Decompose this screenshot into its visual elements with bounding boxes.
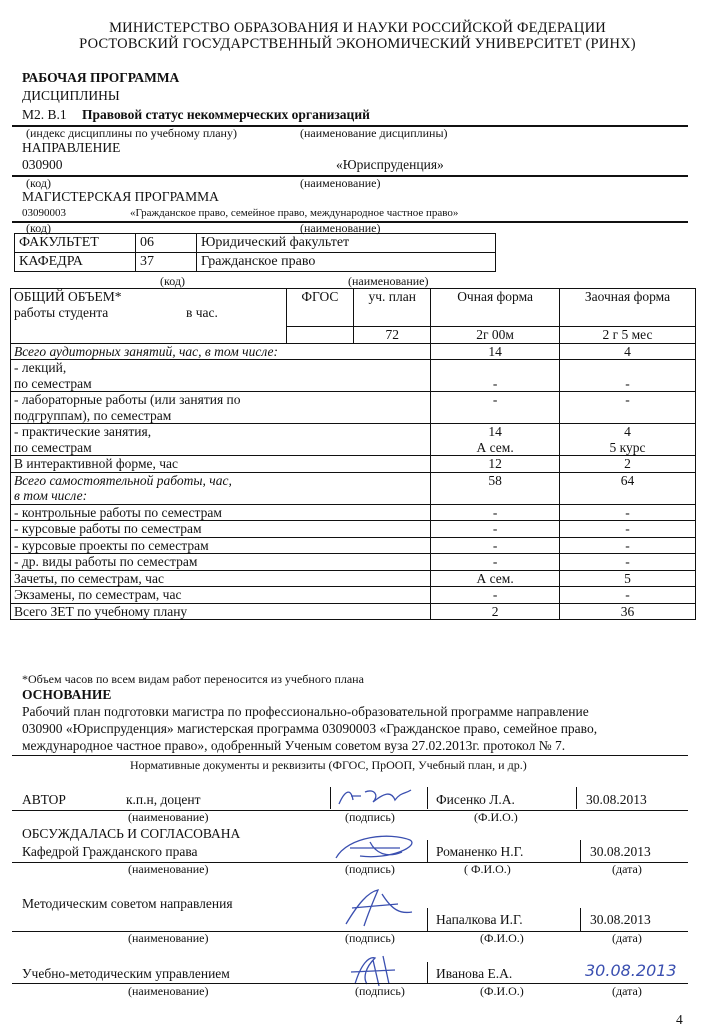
discipline-index: М2. В.1 bbox=[22, 107, 67, 122]
header-ext: Заочная форма bbox=[559, 289, 695, 327]
caption-sign: (подпись) bbox=[355, 984, 405, 998]
row-full bbox=[431, 424, 560, 456]
master-name: «Гражданское право, семейное право, международное частное право» bbox=[130, 207, 459, 219]
faculty-name: Юридический факультет bbox=[197, 234, 496, 253]
row-ext: 64 bbox=[559, 472, 695, 504]
row-ext: - bbox=[559, 504, 695, 521]
caption-date: (дата) bbox=[612, 984, 642, 998]
master-label: МАГИСТЕРСКАЯ ПРОГРАММА bbox=[22, 189, 219, 204]
row-ext: - bbox=[559, 537, 695, 554]
workload-table bbox=[10, 288, 696, 620]
university-title: РОСТОВСКИЙ ГОСУДАРСТВЕННЫЙ ЭКОНОМИЧЕСКИЙ УНИВЕРСИТЕТ (РИНХ) bbox=[79, 36, 636, 52]
caption-sign: (подпись) bbox=[345, 862, 395, 876]
row-full: 14 bbox=[431, 343, 560, 360]
program-subtitle: ДИСЦИПЛИНЫ bbox=[22, 88, 120, 103]
direction-code: 030900 bbox=[22, 157, 63, 172]
edu-approver-name: Иванова Е.А. bbox=[436, 966, 513, 981]
caption-name: (наименование) bbox=[128, 931, 209, 945]
dept-approver-name: Романенко Н.Г. bbox=[436, 844, 524, 859]
divider bbox=[580, 908, 581, 932]
signature-author bbox=[335, 786, 415, 808]
ext-duration: 2 г 5 мес bbox=[559, 327, 695, 344]
caption-name: (наименование) bbox=[128, 810, 209, 824]
row-label: - контрольные работы по семестрам bbox=[11, 504, 431, 521]
row-ext: 36 bbox=[559, 603, 695, 620]
row-label-line: по семестрам bbox=[14, 375, 92, 391]
row-ext-value: 4 bbox=[624, 424, 631, 439]
caption-fio: (Ф.И.О.) bbox=[474, 810, 518, 824]
caption-fio: (Ф.И.О.) bbox=[480, 984, 524, 998]
row-ext-value: - bbox=[625, 375, 630, 391]
divider bbox=[427, 840, 428, 862]
row-ext-value: 5 курс bbox=[609, 439, 646, 455]
row-full-value: - bbox=[492, 392, 498, 407]
row-label bbox=[11, 424, 431, 456]
row-full-value: - bbox=[492, 375, 498, 391]
direction-label: НАПРАВЛЕНИЕ bbox=[22, 140, 121, 155]
caption-fio: (Ф.И.О.) bbox=[480, 931, 524, 945]
row-label: Зачеты, по семестрам, час bbox=[11, 570, 431, 587]
caption-fio: ( Ф.И.О.) bbox=[464, 862, 511, 876]
dept-name: Гражданское право bbox=[197, 253, 496, 272]
row-label: Всего аудиторных занятий, час, в том числе: bbox=[11, 343, 431, 360]
master-code: 03090003 bbox=[22, 207, 66, 219]
basis-title: ОСНОВАНИЕ bbox=[22, 687, 112, 702]
row-label: - курсовые проекты по семестрам bbox=[11, 537, 431, 554]
row-full: А сем. bbox=[431, 570, 560, 587]
divider bbox=[427, 962, 428, 984]
row-label: В интерактивной форме, час bbox=[11, 456, 431, 473]
faculty-table bbox=[14, 233, 496, 272]
author-title: к.п.н, доцент bbox=[126, 792, 201, 807]
row-label bbox=[11, 472, 431, 504]
row-full: - bbox=[431, 521, 560, 538]
row-label-line: в том числе: bbox=[14, 488, 88, 503]
row-ext bbox=[559, 360, 695, 392]
divider bbox=[12, 983, 688, 984]
dept-code: 37 bbox=[136, 253, 197, 272]
row-full-value: 14 bbox=[488, 424, 502, 439]
row-ext: - bbox=[559, 554, 695, 571]
dept-label: КАФЕДРА bbox=[15, 253, 136, 272]
row-full: 2 bbox=[431, 603, 560, 620]
method-approver-name: Напалкова И.Г. bbox=[436, 912, 523, 927]
row-full bbox=[431, 360, 560, 392]
row-label-line: по семестрам bbox=[14, 439, 92, 455]
header-fgos: ФГОС bbox=[286, 289, 353, 327]
row-label-line: подгруппам), по семестрам bbox=[14, 407, 172, 423]
basis-line: Рабочий план подготовки магистра по профессионально-образовательной программе направление bbox=[22, 704, 589, 719]
row-full: 12 bbox=[431, 456, 560, 473]
row-ext-value: - bbox=[625, 392, 630, 407]
row-label-line: - практические занятия, bbox=[14, 424, 152, 439]
row-ext: 2 bbox=[559, 456, 695, 473]
divider bbox=[12, 755, 688, 756]
page-number: 4 bbox=[676, 1012, 683, 1027]
dept-approval-date: 30.08.2013 bbox=[590, 844, 651, 859]
row-label-line: - лекций, bbox=[14, 360, 67, 375]
faculty-label: ФАКУЛЬТЕТ bbox=[15, 234, 136, 253]
row-full: - bbox=[431, 537, 560, 554]
edu-department-label: Учебно-методическим управлением bbox=[22, 966, 230, 981]
row-label: Экзамены, по семестрам, час bbox=[11, 587, 431, 604]
author-date: 30.08.2013 bbox=[586, 792, 647, 807]
caption-sign: (подпись) bbox=[345, 810, 395, 824]
row-label: - др. виды работы по семестрам bbox=[11, 554, 431, 571]
caption-discipline: (наименование дисциплины) bbox=[300, 126, 448, 140]
method-council-label: Методическим советом направления bbox=[22, 896, 233, 911]
header-unit: в час. bbox=[186, 304, 218, 320]
author-name: Фисенко Л.А. bbox=[436, 792, 515, 807]
row-label-line: Всего самостоятельной работы, час, bbox=[14, 472, 232, 488]
program-title: РАБОЧАЯ ПРОГРАММА bbox=[22, 70, 180, 85]
discussed-title: ОБСУЖДАЛАСЬ И СОГЛАСОВАНА bbox=[22, 826, 241, 841]
basis-line: международное частное право», одобренный Ученым советом вуза 27.02.2013г. протокол № 7. bbox=[22, 738, 566, 753]
caption-naming: (наименование) bbox=[300, 221, 381, 235]
row-label-line: - лабораторные работы (или занятия по bbox=[14, 392, 241, 407]
caption-code: (код) bbox=[26, 221, 51, 235]
row-ext: 4 bbox=[559, 343, 695, 360]
faculty-code: 06 bbox=[136, 234, 197, 253]
row-full: 58 bbox=[431, 472, 560, 504]
header-full: Очная форма bbox=[431, 289, 560, 327]
caption-code: (код) bbox=[26, 176, 51, 190]
footnote: *Объем часов по всем видам работ переносится из учебного плана bbox=[22, 672, 364, 686]
method-approval-date: 30.08.2013 bbox=[590, 912, 651, 927]
row-full bbox=[431, 392, 560, 424]
caption-naming: (наименование) bbox=[348, 274, 429, 288]
divider bbox=[330, 787, 331, 809]
row-label: - курсовые работы по семестрам bbox=[11, 521, 431, 538]
row-full-value: А сем. bbox=[476, 439, 514, 455]
row-full: - bbox=[431, 504, 560, 521]
edu-approval-date: 30.08.2013 bbox=[585, 961, 677, 980]
row-label: Всего ЗЕТ по учебному плану bbox=[11, 603, 431, 620]
row-ext: 5 bbox=[559, 570, 695, 587]
basis-line: 030900 «Юриспруденция» магистерская программа 03090003 «Гражданское право, семейное право, bbox=[22, 721, 598, 736]
divider bbox=[580, 840, 581, 862]
row-ext: - bbox=[559, 521, 695, 538]
author-label: АВТОР bbox=[22, 792, 66, 807]
caption-name: (наименование) bbox=[128, 862, 209, 876]
normative-docs: Нормативные документы и реквизиты (ФГОС, ПрООП, Учебный план, и др.) bbox=[130, 758, 527, 772]
caption-naming: (наименование) bbox=[300, 176, 381, 190]
row-label bbox=[11, 360, 431, 392]
direction-name: «Юриспруденция» bbox=[336, 157, 444, 172]
header-total bbox=[11, 289, 287, 344]
header-total-sub: работы студента bbox=[14, 304, 109, 320]
divider bbox=[576, 787, 577, 809]
row-ext bbox=[559, 424, 695, 456]
row-ext bbox=[559, 392, 695, 424]
row-label bbox=[11, 392, 431, 424]
caption-index: (индекс дисциплины по учебному плану) bbox=[26, 126, 237, 140]
signature-method bbox=[338, 884, 418, 932]
discipline-name: Правовой статус некоммерческих организаций bbox=[82, 107, 370, 122]
caption-name: (наименование) bbox=[128, 984, 209, 998]
row-ext: - bbox=[559, 587, 695, 604]
divider bbox=[427, 787, 428, 809]
caption-code: (код) bbox=[160, 274, 185, 288]
caption-sign: (подпись) bbox=[345, 931, 395, 945]
caption-date: (дата) bbox=[612, 862, 642, 876]
plan-hours: 72 bbox=[354, 327, 431, 344]
full-duration: 2г 00м bbox=[431, 327, 560, 344]
fgos-value bbox=[286, 327, 353, 344]
dept-approval-label: Кафедрой Гражданского права bbox=[22, 844, 198, 859]
ministry-title: МИНИСТЕРСТВО ОБРАЗОВАНИЯ И НАУКИ РОССИЙСКОЙ ФЕДЕРАЦИИ bbox=[109, 20, 606, 36]
signature-dept bbox=[330, 830, 425, 864]
row-full: - bbox=[431, 554, 560, 571]
header-plan: уч. план bbox=[354, 289, 431, 327]
divider bbox=[427, 908, 428, 932]
header-total-title: ОБЩИЙ ОБЪЕМ* bbox=[14, 289, 122, 304]
row-full: - bbox=[431, 587, 560, 604]
caption-date: (дата) bbox=[612, 931, 642, 945]
